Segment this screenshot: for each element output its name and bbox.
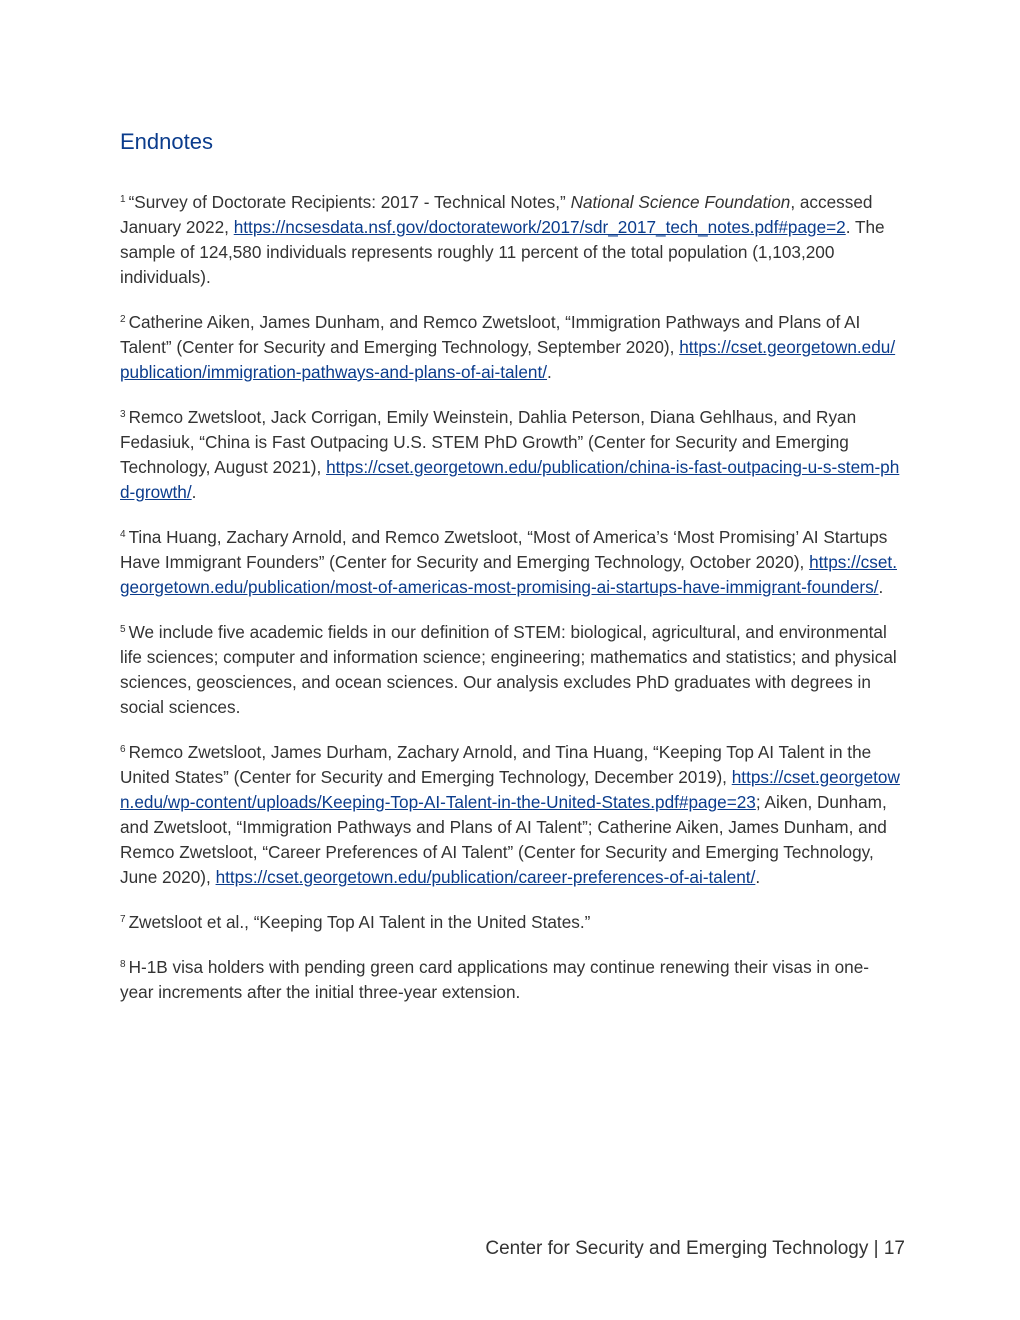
endnotes-list bbox=[120, 190, 902, 1025]
endnote-link[interactable]: https://cset.georgetown.edu/publication/china-is-fast-outpacing-u-s-stem-phd-growth/ bbox=[120, 457, 900, 502]
endnote-3 bbox=[120, 405, 902, 505]
endnote-link[interactable]: https://cset.georgetown.edu/publication/most-of-americas-most-promising-ai-startups-have-immigrant-founders/ bbox=[120, 552, 897, 597]
endnote-number: 5 bbox=[120, 624, 126, 635]
endnote-number: 1 bbox=[120, 194, 126, 205]
endnote-number: 4 bbox=[120, 529, 126, 540]
endnote-number: 6 bbox=[120, 744, 126, 755]
endnote-text: H-1B visa holders with pending green card applications may continue renewing their visas in one-year increments after the initial three-year extension. bbox=[120, 957, 869, 1002]
endnote-text: . The sample of 124,580 individuals represents roughly 11 percent of the total population (1,103,200 individuals). bbox=[120, 217, 885, 287]
endnote-text: Tina Huang, Zachary Arnold, and Remco Zwetsloot, “Most of America’s ‘Most Promising’ AI Startups Have Immigrant Founders” (Center for Security and Emerging Technology, October 2020), bbox=[120, 527, 888, 572]
endnote-number: 8 bbox=[120, 959, 126, 970]
endnote-link[interactable]: https://cset.georgetown.edu/publication/immigration-pathways-and-plans-of-ai-talent/ bbox=[120, 337, 896, 382]
endnotes-heading: Endnotes bbox=[120, 129, 213, 154]
endnote-text: Zwetsloot et al., “Keeping Top AI Talent in the United States.” bbox=[128, 912, 591, 932]
endnote-8 bbox=[120, 955, 902, 1005]
endnote-text: We include five academic fields in our definition of STEM: biological, agricultural, and environmental life sciences; computer and information science; engineering; mathematics and statistics; and physical sciences, geosciences, and ocean sciences. Our analysis excludes PhD graduates with degrees in social sciences. bbox=[120, 622, 897, 717]
endnote-2 bbox=[120, 310, 902, 385]
page-footer: Center for Security and Emerging Technology | 17 bbox=[485, 1238, 905, 1259]
endnote-6 bbox=[120, 740, 902, 890]
endnote-number: 7 bbox=[120, 914, 126, 925]
endnote-text: . bbox=[547, 362, 552, 382]
endnote-link[interactable]: https://cset.georgetown.edu/wp-content/uploads/Keeping-Top-AI-Talent-in-the-United-States.pdf#page=23 bbox=[120, 767, 900, 812]
endnote-link[interactable]: https://cset.georgetown.edu/publication/career-preferences-of-ai-talent/ bbox=[215, 867, 756, 887]
endnote-text: . bbox=[878, 577, 884, 597]
endnote-text: . bbox=[191, 482, 197, 502]
endnote-text: Catherine Aiken, James Dunham, and Remco Zwetsloot, “Immigration Pathways and Plans of AI Talent” (Center for Security and Emerging Technology, September 2020), bbox=[120, 312, 861, 357]
endnote-text: ; Aiken, Dunham, and Zwetsloot, “Immigration Pathways and Plans of AI Talent”; Catherine Aiken, James Dunham, and Remco Zwetsloot, “Career Preferences of AI Talent” (Center for Security and Emerging Technology, June 2020), bbox=[120, 792, 887, 887]
endnote-text: Remco Zwetsloot, James Durham, Zachary Arnold, and Tina Huang, “Keeping Top AI Talent in the United States” (Center for Security and Emerging Technology, December 2019), bbox=[120, 742, 872, 787]
endnote-text: Remco Zwetsloot, Jack Corrigan, Emily Weinstein, Dahlia Peterson, Diana Gehlhaus, and Ryan Fedasiuk, “China is Fast Outpacing U.S. STEM PhD Growth” (Center for Security and Emerging Technology, August 2021), bbox=[120, 407, 857, 477]
endnote-number: 3 bbox=[120, 409, 126, 420]
endnote-5 bbox=[120, 620, 902, 720]
endnote-link[interactable]: https://ncsesdata.nsf.gov/doctoratework/2017/sdr_2017_tech_notes.pdf#page=2 bbox=[233, 217, 846, 237]
endnote-7 bbox=[120, 910, 902, 935]
endnote-4 bbox=[120, 525, 902, 600]
endnote-text: . bbox=[755, 867, 761, 887]
endnote-text: , accessed January 2022, bbox=[120, 192, 873, 237]
endnote-text: “Survey of Doctorate Recipients: 2017 - Technical Notes,” bbox=[128, 192, 571, 212]
endnote-number: 2 bbox=[120, 314, 126, 325]
endnote-1 bbox=[120, 190, 902, 290]
endnote-source-italic: National Science Foundation bbox=[570, 192, 791, 212]
